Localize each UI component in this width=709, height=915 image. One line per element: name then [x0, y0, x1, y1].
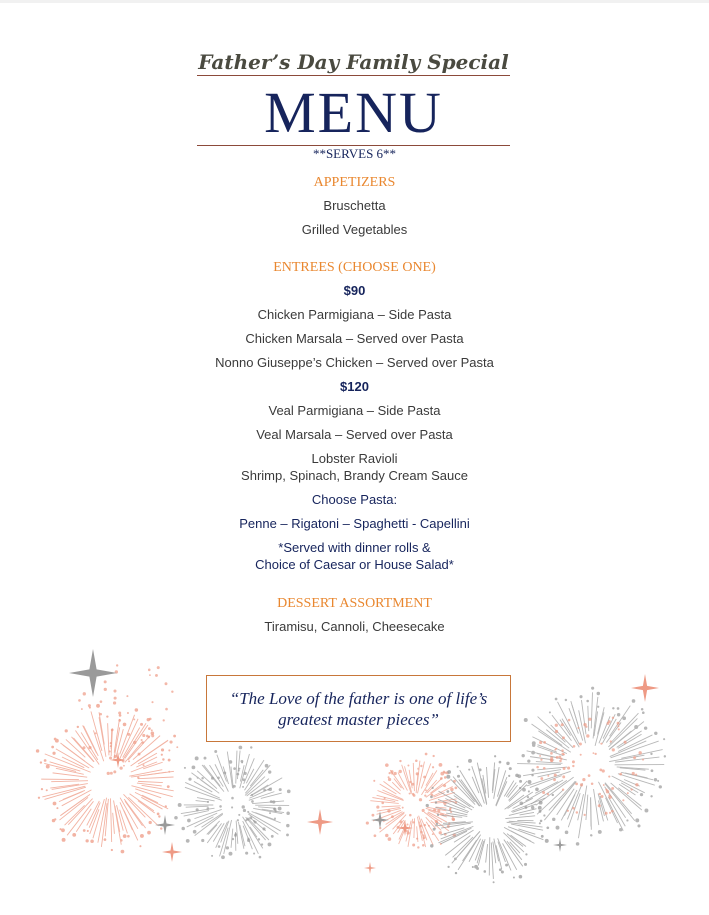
price-tier-90: $90: [343, 283, 366, 298]
menu-item: Bruschetta: [323, 198, 386, 213]
menu-title: MENU: [264, 80, 443, 145]
title-rule-top: [197, 75, 510, 76]
appetizers-heading: APPETIZERS: [313, 175, 396, 190]
menu-subtitle: Father’s Day Family Special: [198, 50, 509, 74]
menu-item: Grilled Vegetables: [301, 222, 408, 237]
pasta-options: Penne – Rigatoni – Spaghetti - Capellini: [239, 516, 470, 531]
firework-burst: [517, 687, 666, 846]
star-sparkle-icon: [69, 649, 117, 697]
menu-item: Chicken Marsala – Served over Pasta: [245, 331, 464, 346]
quote-line: “The Love of the father is one of life’s: [229, 689, 488, 708]
menu-item: Chicken Parmigiana – Side Pasta: [257, 307, 452, 322]
quote-box: [206, 675, 511, 742]
price-tier-120: $120: [340, 379, 369, 394]
menu-item: Veal Marsala – Served over Pasta: [256, 427, 453, 442]
star-sparkle-icon: [307, 809, 333, 835]
star-sparkle-icon: [155, 815, 175, 835]
star-sparkle-icon: [371, 811, 389, 829]
star-sparkle-icon: [162, 842, 182, 862]
pasta-label: Choose Pasta:: [311, 492, 398, 507]
firework-burst: [36, 704, 176, 854]
firework-burst: [426, 755, 554, 883]
served-with-note: *Served with dinner rolls &: [278, 540, 431, 555]
star-sparkle-icon: [364, 862, 376, 874]
menu-item: Veal Parmigiana – Side Pasta: [268, 403, 441, 418]
menu-item: Lobster Ravioli: [311, 451, 398, 466]
serves-note: **SERVES 6**: [312, 146, 397, 161]
entrees-heading: ENTREES (CHOOSE ONE): [273, 260, 436, 275]
star-sparkle-icon: [631, 674, 659, 702]
menu-item-description: Shrimp, Spinach, Brandy Cream Sauce: [241, 468, 468, 483]
dessert-items: Tiramisu, Cannoli, Cheesecake: [264, 619, 445, 634]
quote-line: greatest master pieces”: [278, 710, 439, 729]
served-with-note: Choice of Caesar or House Salad*: [255, 557, 454, 572]
top-edge: [0, 0, 709, 3]
star-sparkle-icon: [553, 838, 567, 852]
dessert-heading: DESSERT ASSORTMENT: [277, 596, 432, 611]
menu-item: Nonno Giuseppe’s Chicken – Served over Pasta: [215, 355, 494, 370]
